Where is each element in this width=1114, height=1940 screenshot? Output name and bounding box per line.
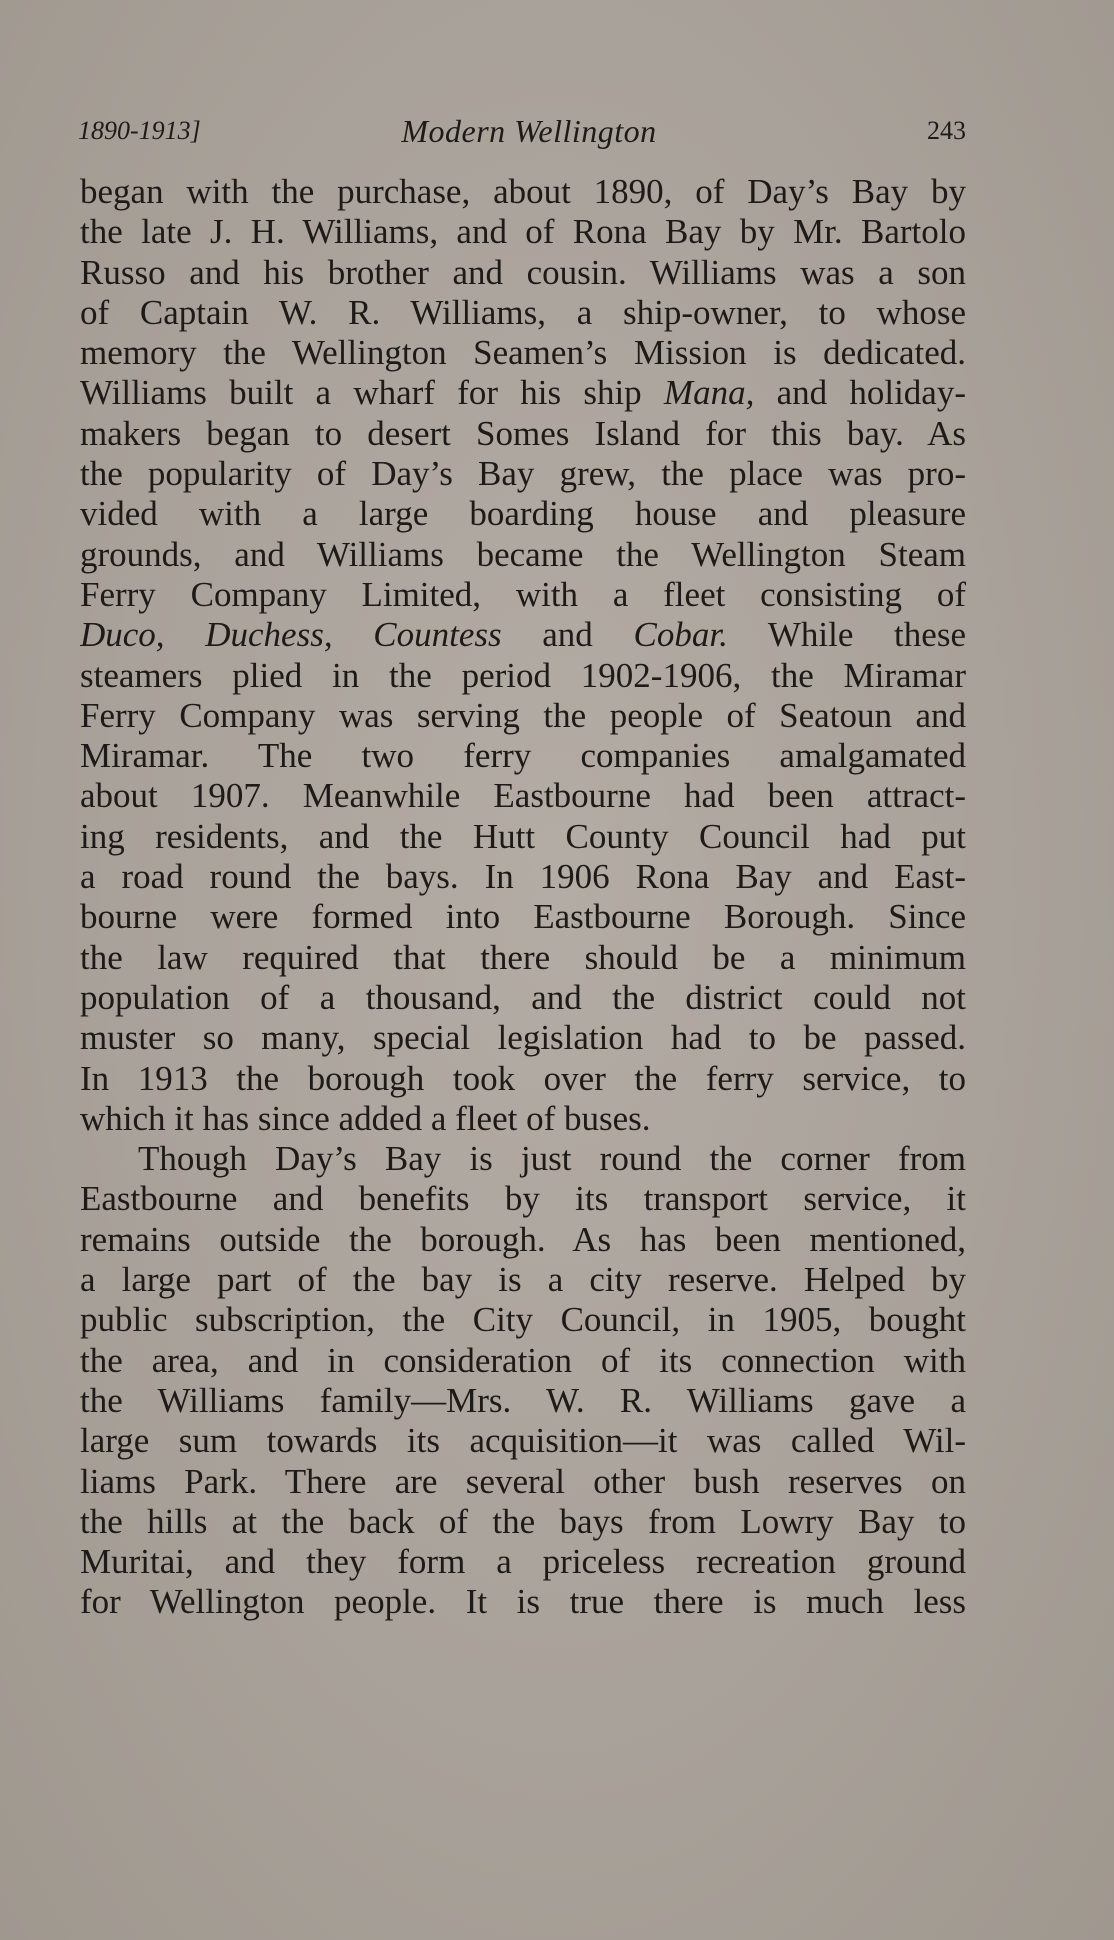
text-line: a road round the bays. In 1906 Rona Bay and East- [80, 857, 966, 897]
text-line: the law required that there should be a minimum [80, 937, 966, 977]
text-line: In 1913 the borough took over the ferry service, to [80, 1058, 966, 1098]
text-line: vided with a large boarding house and pleasure [80, 494, 966, 534]
text-segment: Williams built a wharf for his ship [80, 373, 664, 413]
text-line: ing residents, and the Hutt County Council had put [80, 816, 966, 856]
ship-name: Cobar. [633, 615, 728, 655]
running-head [78, 108, 980, 154]
text-line: steamers plied in the period 1902-1906, the Miramar [80, 655, 966, 695]
text-line: liams Park. There are several other bush reserves on [80, 1461, 966, 1501]
text-segment: While these [727, 615, 966, 655]
text-line: remains outside the borough. As has been mentioned, [80, 1219, 966, 1259]
text-line: memory the Wellington Seamen’s Mission is dedicated. [80, 333, 966, 373]
text-line: about 1907. Meanwhile Eastbourne had been attract- [80, 776, 966, 816]
text-line [80, 615, 966, 655]
text-line: Though Day’s Bay is just round the corner from [138, 1139, 966, 1179]
text-line: makers began to desert Somes Island for this bay. As [80, 413, 966, 453]
text-line: Miramar. The two ferry companies amalgamated [80, 736, 966, 776]
text-line: the hills at the back of the bays from Lowry Bay to [80, 1501, 966, 1541]
text-line: large sum towards its acquisition—it was called Wil- [80, 1421, 966, 1461]
text-line: Ferry Company was serving the people of Seatoun and [80, 695, 966, 735]
text-line: the popularity of Day’s Bay grew, the place was pro- [80, 454, 966, 494]
ship-name: Mana, [663, 373, 755, 413]
text-line: muster so many, special legislation had to be passed. [80, 1018, 966, 1058]
ship-names: Duco, Duchess, Countess [80, 615, 502, 655]
text-line [80, 373, 966, 413]
text-line: Russo and his brother and cousin. Williams was a son [80, 252, 966, 292]
text-segment: and holiday- [754, 373, 966, 413]
text-segment: and [501, 615, 634, 655]
text-line: Ferry Company Limited, with a fleet consisting of [80, 574, 966, 614]
text-line: the Williams family—Mrs. W. R. Williams gave a [80, 1380, 966, 1420]
text-line: bourne were formed into Eastbourne Borough. Since [80, 897, 966, 937]
text-line: the late J. H. Williams, and of Rona Bay by Mr. Bartolo [80, 212, 966, 252]
text-line: began with the purchase, about 1890, of Day’s Bay by [80, 172, 966, 211]
text-line: of Captain W. R. Williams, a ship-owner, to whose [80, 292, 966, 332]
page-number: 243 [927, 116, 966, 145]
text-line: which it has since added a fleet of buses. [80, 1098, 651, 1138]
text-line: Muritai, and they form a priceless recreation ground [80, 1542, 966, 1582]
text-line: public subscription, the City Council, in 1905, bought [80, 1300, 966, 1340]
body-text [80, 172, 966, 1623]
text-line: Eastbourne and benefits by its transport service, it [80, 1179, 966, 1219]
chapter-title: Modern Wellington [401, 113, 657, 149]
text-line: the area, and in consideration of its connection with [80, 1340, 966, 1380]
text-line: grounds, and Williams became the Wellington Steam [80, 534, 966, 574]
text-line: a large part of the bay is a city reserve. Helped by [80, 1260, 966, 1300]
date-range: 1890-1913] [78, 116, 201, 145]
text-line: population of a thousand, and the district could not [80, 977, 966, 1017]
text-line: for Wellington people. It is true there is much less [80, 1582, 966, 1622]
